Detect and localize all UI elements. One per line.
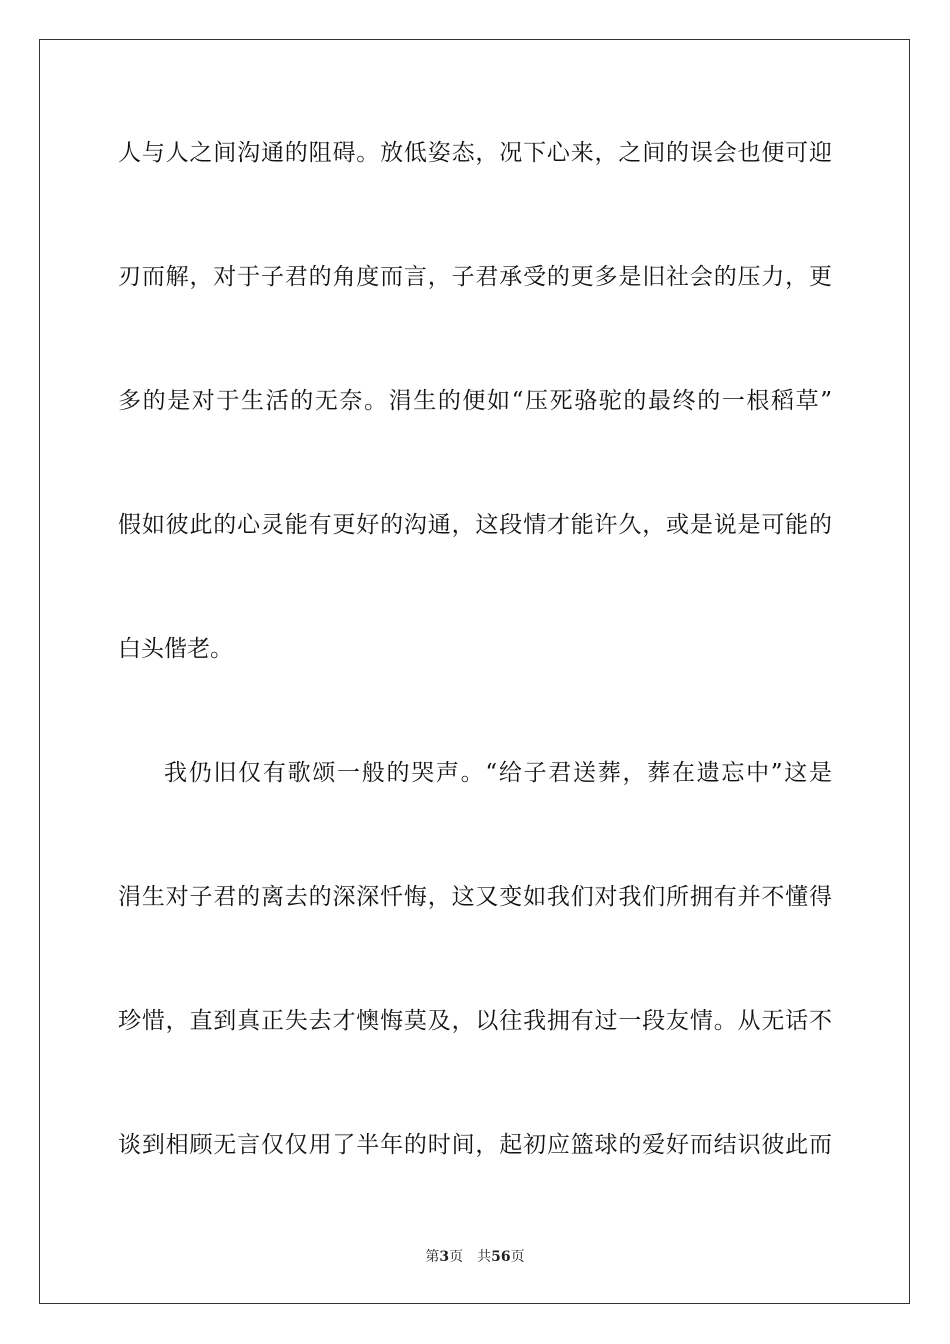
page-number: 3 xyxy=(439,1249,450,1265)
text-line: 人与人之间沟通的阻碍。放低姿态，况下心来，之间的误会也便可迎 xyxy=(118,140,832,166)
page-suffix: 页 xyxy=(449,1249,464,1265)
text-line: 白头偕老。 xyxy=(118,636,233,662)
page-border xyxy=(39,39,910,1304)
page-footer xyxy=(0,1248,950,1266)
total-prefix: 共 xyxy=(477,1249,492,1265)
text-line: 我仍旧仅有歌颂一般的哭声。“给子君送葬，葬在遗忘中”这是 xyxy=(164,760,832,786)
text-line: 涓生对子君的离去的深深忏悔，这又变如我们对我们所拥有并不懂得 xyxy=(118,884,832,910)
text-line: 珍惜，直到真正失去才懊悔莫及，以往我拥有过一段友情。从无话不 xyxy=(118,1008,832,1034)
total-suffix: 页 xyxy=(510,1249,525,1265)
total-pages: 56 xyxy=(491,1249,511,1265)
text-line: 谈到相顾无言仅仅用了半年的时间，起初应篮球的爱好而结识彼此而 xyxy=(118,1132,832,1158)
text-line: 刃而解，对于子君的角度而言，子君承受的更多是旧社会的压力，更 xyxy=(118,264,832,290)
page-prefix: 第 xyxy=(425,1249,440,1265)
text-line: 多的是对于生活的无奈。涓生的便如“压死骆驼的最终的一根稻草” xyxy=(118,388,832,414)
text-line: 假如彼此的心灵能有更好的沟通，这段情才能许久，或是说是可能的 xyxy=(118,512,832,538)
